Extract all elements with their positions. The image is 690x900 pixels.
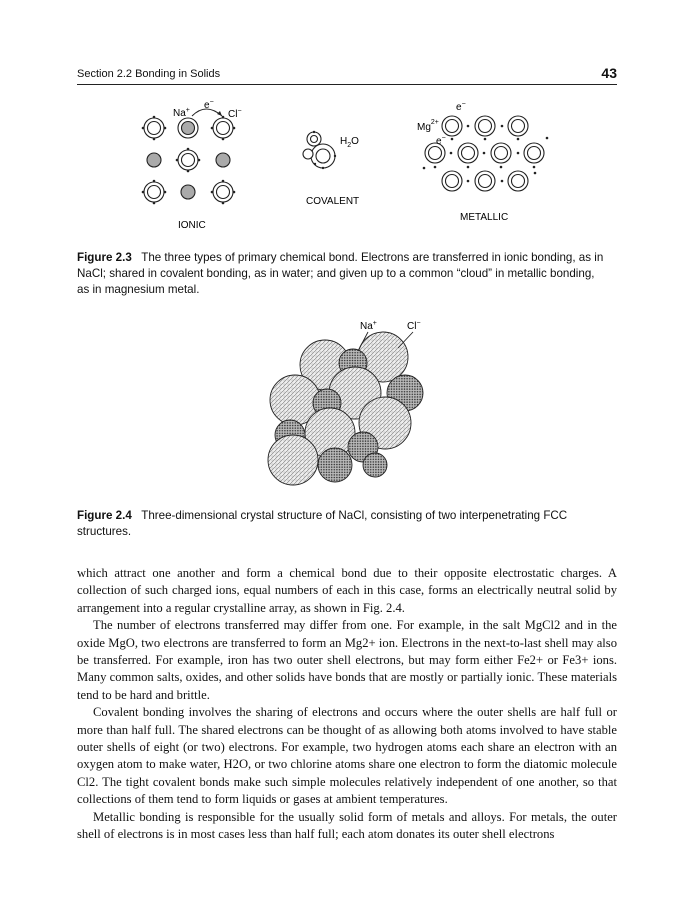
- na-ion: [181, 185, 195, 199]
- label-na-plus-24: Na+: [360, 320, 377, 332]
- figure-2-4-label: Figure 2.4: [77, 509, 132, 522]
- cl-ion: [178, 150, 198, 170]
- section-title: Section 2.2 Bonding in Solids: [77, 68, 221, 80]
- label-h2o: $H_2O$: [340, 136, 359, 149]
- label-covalent: COVALENT: [306, 196, 360, 207]
- figure-2-3-text: The three types of primary chemical bond. Electrons are transferred in ionic bonding, as in NaCl; shared in covalent bonding, as in water; and given up to a common “cloud” in metallic bonding, as in magnesium metal.: [77, 251, 604, 296]
- na-ion: [178, 118, 198, 138]
- figure-2-3-illustration: [130, 98, 560, 233]
- figure-2-3-caption: [77, 250, 607, 298]
- paragraph-2: The number of electrons transferred may differ from one. For example, in the salt MgCl2 and in the oxide MgO, two electrons are transferred to form an Mg2+ ion. Electrons in the next-to-last shell may also be transferred. For example, iron has two outer shell electrons, but may form either Fe2+ or Fe3+ ions. Many common salts, oxides, and other solids have bonds that are mostly or partially ionic. These materials tend to be hard and brittle.: [77, 618, 617, 702]
- ionic-diagram: [144, 118, 233, 202]
- running-header: [77, 66, 617, 85]
- cl-ion: [213, 118, 233, 138]
- label-cl-minus-24: Cl−: [407, 320, 421, 332]
- crystal-structure: [268, 332, 423, 485]
- cl-ion: [144, 118, 164, 138]
- label-cl-minus: Cl−: [228, 108, 242, 120]
- label-metallic: METALLIC: [460, 212, 509, 223]
- na-ion: [216, 153, 230, 167]
- figure-2-4-illustration: [255, 315, 435, 490]
- cl-ion: [144, 182, 164, 202]
- covalent-diagram: [303, 132, 335, 168]
- body-text: [77, 565, 617, 844]
- label-ionic: IONIC: [178, 220, 206, 231]
- label-mg-2plus: $Mg^{2+}$: [417, 119, 439, 133]
- na-ion: [147, 153, 161, 167]
- figure-2-4-caption: [77, 508, 607, 540]
- cl-ion: [213, 182, 233, 202]
- label-electron-metallic-2: e−: [436, 135, 446, 147]
- paragraph-1: which attract one another and form a chemical bond due to their opposite electrostatic charges. A collection of such charged ions, equal numbers of each in this case, forms an electrically neutral solid by arrangement into a regular crystalline array, as shown in Fig. 2.4.: [77, 566, 617, 615]
- hydrogen-atom: [303, 149, 313, 159]
- label-electron: e−: [204, 99, 214, 111]
- paragraph-3: Covalent bonding involves the sharing of electrons and occurs where the outer shells are half full or more than half full. The shared electrons can be thought of as allowing both atoms involved to have stable outer shells of eight (or two) electrons. For example, two hydrogen atoms each share an electron with an oxygen atom to make water, H2O, or two chlorine atoms share one electron to form the diatomic molecule Cl2. The tight covalent bonds make such simple molecules relatively independent of one another, so that collections of them tend to form liquids or gases at ambient temperatures.: [77, 705, 617, 807]
- page-number: 43: [601, 65, 617, 81]
- figure-2-3-label: Figure 2.3: [77, 251, 132, 264]
- label-na-plus: Na+: [173, 107, 190, 119]
- label-electron-metallic: e−: [456, 101, 466, 113]
- paragraph-4: Metallic bonding is responsible for the usually solid form of metals and alloys. For metals, the outer shell of electrons is in most cases less than half full; each atom donates its outer shell electrons: [77, 809, 617, 842]
- figure-2-4-text: Three-dimensional crystal structure of NaCl, consisting of two interpenetrating FCC structures.: [77, 509, 568, 538]
